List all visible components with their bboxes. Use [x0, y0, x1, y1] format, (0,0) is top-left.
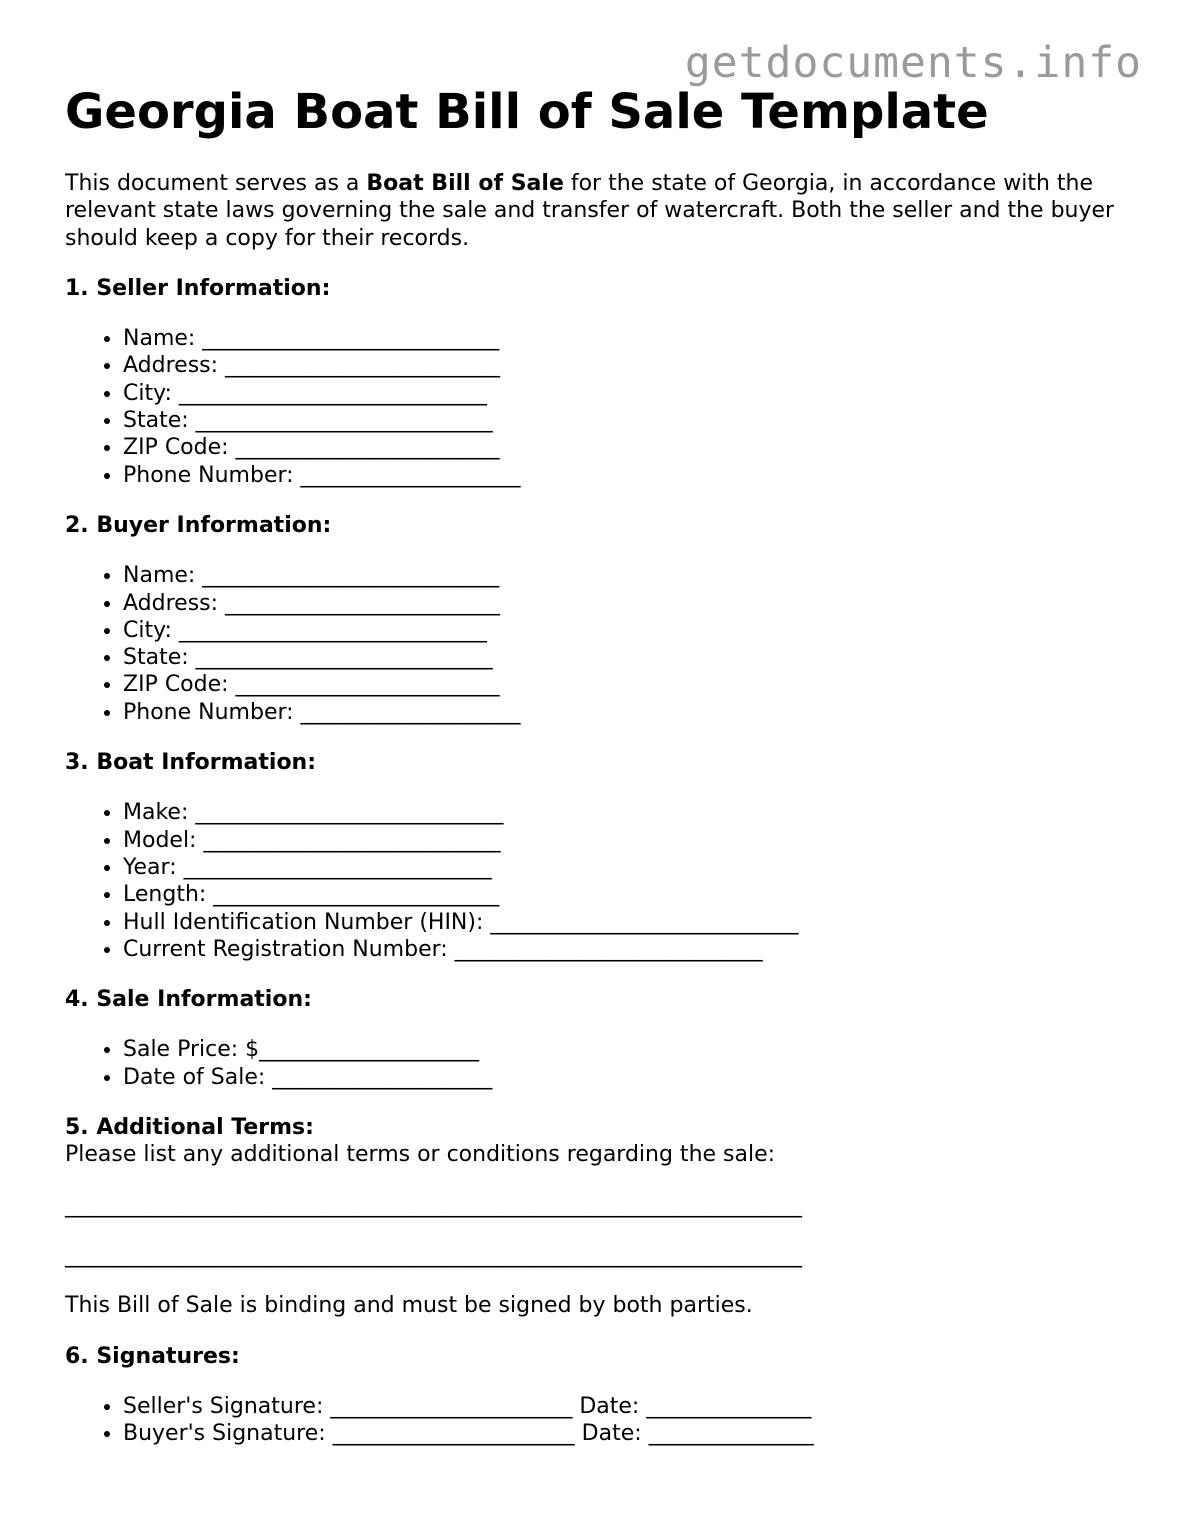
- buyer-field-list: [65, 562, 1115, 726]
- seller-name-field[interactable]: • Name: ___________________________: [123, 325, 1115, 352]
- boat-model-field[interactable]: • Model: ___________________________: [123, 827, 1115, 854]
- boat-heading: 3. Boat Information:: [65, 750, 317, 776]
- buyer-city-field[interactable]: • City: ____________________________: [123, 617, 1115, 644]
- intro-text-before: This document serves as a: [65, 171, 367, 196]
- buyer-address-field[interactable]: • Address: _________________________: [123, 590, 1115, 617]
- boat-field-list: [65, 799, 1115, 963]
- watermark: getdocuments.info: [684, 38, 1142, 88]
- seller-zip-field[interactable]: • ZIP Code: ________________________: [123, 434, 1115, 461]
- binding-statement: This Bill of Sale is binding and must be signed by both parties.: [65, 1293, 753, 1319]
- buyer-heading: 2. Buyer Information:: [65, 512, 332, 538]
- page-title: Georgia Boat Bill of Sale Template: [65, 84, 989, 140]
- seller-address-field[interactable]: • Address: _________________________: [123, 352, 1115, 379]
- terms-prompt: Please list any additional terms or conditions regarding the sale:: [65, 1142, 776, 1168]
- boat-length-field[interactable]: • Length: __________________________: [123, 881, 1115, 908]
- boat-registration-field[interactable]: • Current Registration Number: ____________________________: [123, 936, 1115, 963]
- additional-terms-block: [65, 1114, 1115, 1269]
- seller-field-list: [65, 325, 1115, 489]
- signature-field-list: [65, 1393, 1115, 1448]
- seller-state-field[interactable]: • State: ___________________________: [123, 407, 1115, 434]
- sale-date-field[interactable]: • Date of Sale: ____________________: [123, 1064, 1115, 1091]
- sale-heading: 4. Sale Information:: [65, 987, 312, 1013]
- seller-heading: 1. Seller Information:: [65, 275, 331, 301]
- signatures-heading: 6. Signatures:: [65, 1343, 240, 1369]
- seller-signature-field[interactable]: • Seller's Signature: ______________________ Date: _______________: [123, 1393, 1115, 1420]
- terms-line-1[interactable]: ___________________________________________________________________: [65, 1192, 802, 1218]
- intro-paragraph: [65, 170, 1115, 252]
- boat-hin-field[interactable]: • Hull Identification Number (HIN): ____________________________: [123, 909, 1115, 936]
- intro-text-bold: Boat Bill of Sale: [366, 171, 564, 196]
- buyer-phone-field[interactable]: • Phone Number: ____________________: [123, 699, 1115, 726]
- buyer-zip-field[interactable]: • ZIP Code: ________________________: [123, 671, 1115, 698]
- boat-year-field[interactable]: • Year: ____________________________: [123, 854, 1115, 881]
- sale-field-list: [65, 1036, 1115, 1091]
- buyer-name-field[interactable]: • Name: ___________________________: [123, 562, 1115, 589]
- buyer-state-field[interactable]: • State: ___________________________: [123, 644, 1115, 671]
- terms-heading: 5. Additional Terms:: [65, 1115, 314, 1141]
- boat-make-field[interactable]: • Make: ____________________________: [123, 799, 1115, 826]
- sale-price-field[interactable]: • Sale Price: $____________________: [123, 1036, 1115, 1063]
- intro-text-after: for the state of Georgia, in accordance with the relevant state laws governing the sale and transfer of watercraft. Both the seller and the buyer should keep a copy for their records.: [65, 171, 1115, 251]
- seller-city-field[interactable]: • City: ____________________________: [123, 380, 1115, 407]
- terms-line-2[interactable]: ___________________________________________________________________: [65, 1242, 802, 1268]
- document-body: [65, 170, 1115, 1470]
- buyer-signature-field[interactable]: • Buyer's Signature: ______________________ Date: _______________: [123, 1420, 1115, 1447]
- seller-phone-field[interactable]: • Phone Number: ____________________: [123, 462, 1115, 489]
